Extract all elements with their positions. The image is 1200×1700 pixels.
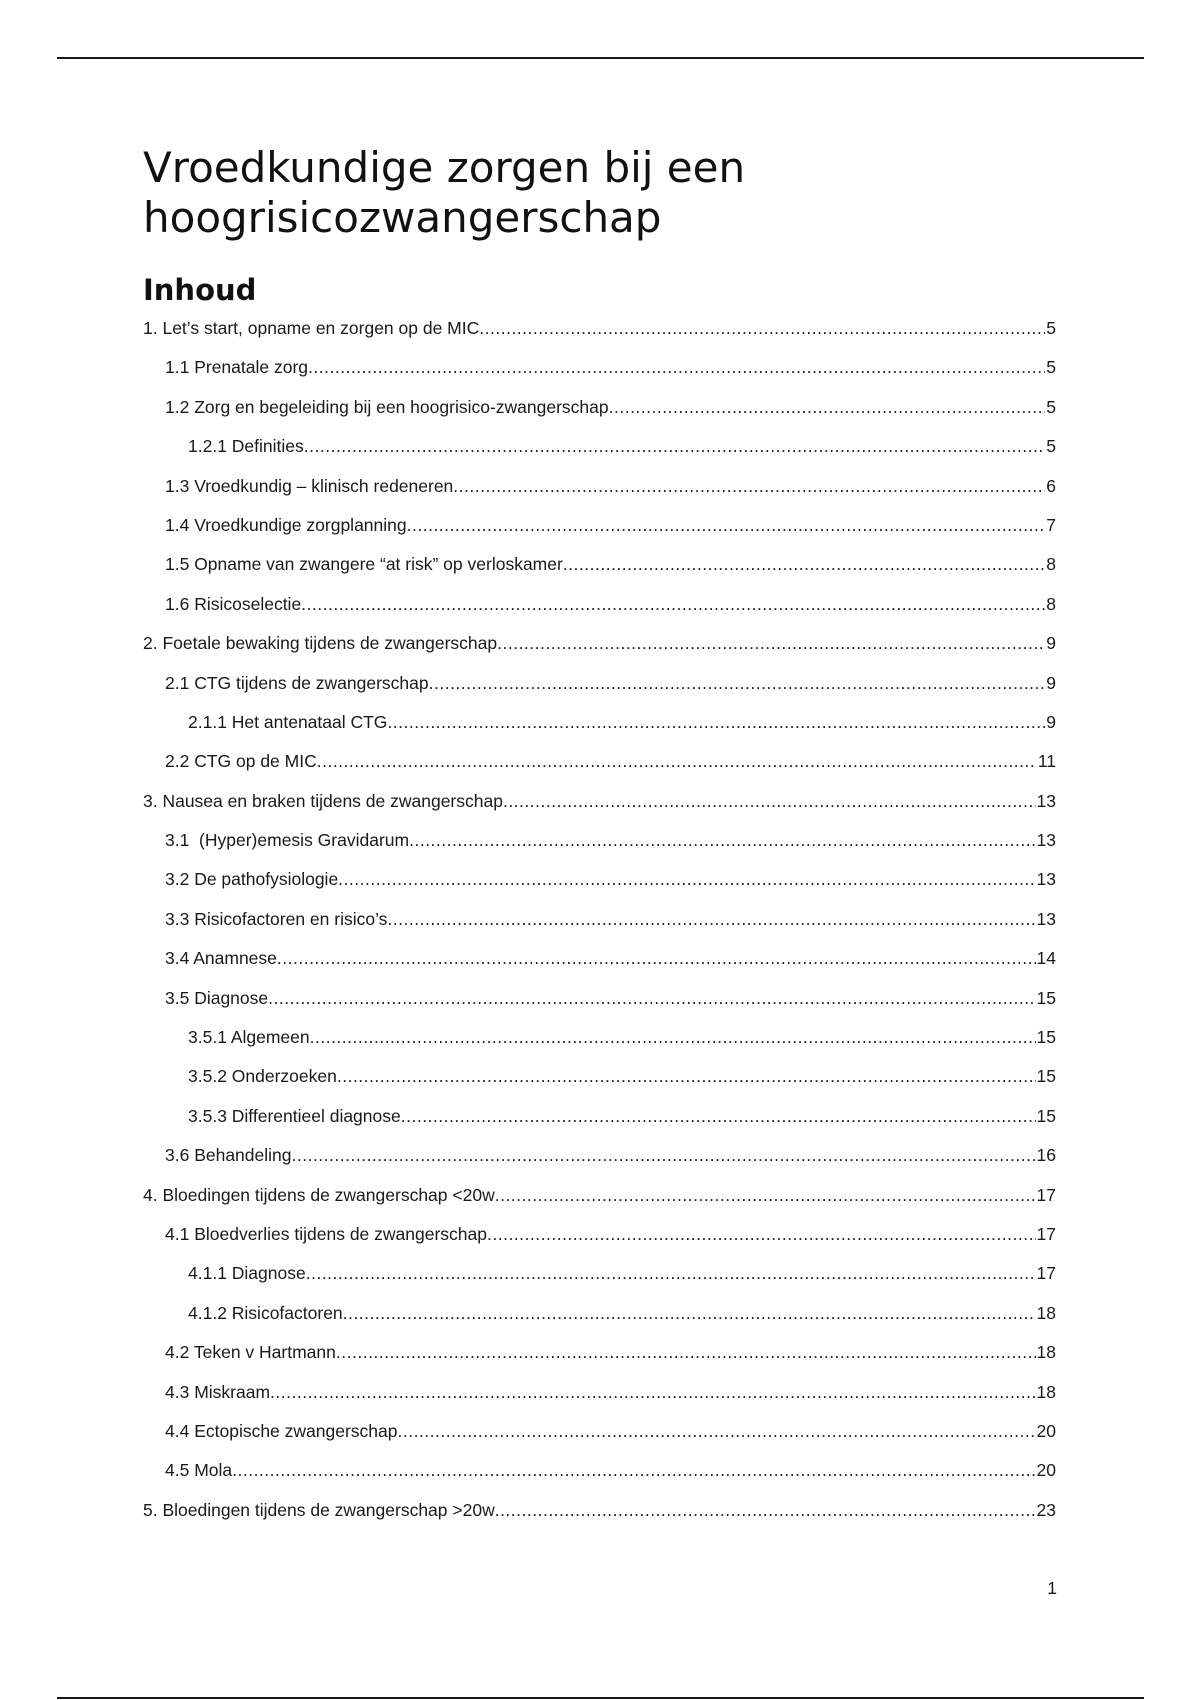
toc-dot-leader xyxy=(338,869,1035,890)
toc-entry-page: 5 xyxy=(1046,357,1056,378)
toc-dot-leader xyxy=(453,476,1045,497)
toc-entry-title: 2. Foetale bewaking tijdens de zwangerschap xyxy=(143,633,498,654)
toc-entry-page: 9 xyxy=(1046,633,1056,654)
toc-dot-leader xyxy=(503,791,1036,812)
toc-dot-leader xyxy=(277,948,1036,969)
toc-entry[interactable] xyxy=(143,1185,1056,1224)
toc-entry-title: 3.2 De pathofysiologie xyxy=(165,869,339,890)
toc-dot-leader xyxy=(268,988,1035,1009)
toc-dot-leader xyxy=(407,515,1046,536)
toc-dot-leader xyxy=(495,1500,1036,1521)
toc-entry[interactable] xyxy=(143,869,1056,908)
toc-entry-page: 18 xyxy=(1036,1342,1056,1363)
toc-entry[interactable] xyxy=(143,1066,1056,1105)
toc-entry[interactable] xyxy=(143,554,1056,593)
toc-entry-page: 20 xyxy=(1036,1460,1056,1481)
toc-entry-title: 1.3 Vroedkundig – klinisch redeneren xyxy=(165,475,454,496)
toc-entry-page: 18 xyxy=(1036,1381,1056,1402)
toc-entry-title: 1.2 Zorg en begeleiding bij een hoogrisico-zwangerschap xyxy=(165,396,609,417)
toc-entry-page: 5 xyxy=(1046,318,1056,338)
toc-entry-page: 9 xyxy=(1046,711,1056,732)
toc-entry-page: 8 xyxy=(1046,554,1056,575)
toc-entry-page: 17 xyxy=(1036,1263,1056,1284)
toc-dot-leader xyxy=(387,712,1045,733)
toc-dot-leader xyxy=(401,1106,1036,1127)
page-number: 1 xyxy=(1047,1578,1057,1598)
toc-entry-title: 5. Bloedingen tijdens de zwangerschap >20w xyxy=(143,1499,495,1520)
table-of-contents xyxy=(143,318,1056,1539)
toc-dot-leader xyxy=(308,357,1045,378)
toc-entry-page: 16 xyxy=(1036,1145,1056,1166)
toc-entry-title: 4.4 Ectopische zwangerschap xyxy=(165,1420,398,1441)
toc-entry-page: 14 xyxy=(1036,948,1056,969)
toc-entry[interactable] xyxy=(143,1460,1056,1499)
toc-entry[interactable] xyxy=(143,1382,1056,1421)
toc-dot-leader xyxy=(487,1224,1036,1245)
toc-entry-title: 3.4 Anamnese xyxy=(165,948,277,969)
toc-dot-leader xyxy=(337,1066,1036,1087)
toc-entry[interactable] xyxy=(143,476,1056,515)
toc-dot-leader xyxy=(343,1303,1036,1324)
toc-entry-title: 3.3 Risicofactoren en risico’s xyxy=(165,908,388,929)
toc-entry-page: 13 xyxy=(1036,869,1056,890)
toc-entry-title: 1.4 Vroedkundige zorgplanning xyxy=(165,514,407,535)
toc-entry[interactable] xyxy=(143,515,1056,554)
toc-entry-title: 3.1 (Hyper)emesis Gravidarum xyxy=(165,830,410,851)
toc-entry-title: 4.3 Miskraam xyxy=(165,1381,271,1402)
toc-entry[interactable] xyxy=(143,1027,1056,1066)
toc-entry-page: 5 xyxy=(1046,436,1056,457)
toc-entry[interactable] xyxy=(143,751,1056,790)
toc-entry-page: 15 xyxy=(1036,987,1056,1008)
toc-dot-leader xyxy=(409,830,1035,851)
toc-entry[interactable] xyxy=(143,318,1056,357)
toc-entry-title: 1.5 Opname van zwangere “at risk” op verloskamer xyxy=(165,554,563,575)
toc-entry[interactable] xyxy=(143,791,1056,830)
toc-entry[interactable] xyxy=(143,673,1056,712)
document-title: Vroedkundige zorgen bij een hoogrisicozwangerschap xyxy=(143,143,746,242)
toc-entry-title: 4. Bloedingen tijdens de zwangerschap <20w xyxy=(143,1184,495,1205)
toc-entry[interactable] xyxy=(143,1421,1056,1460)
toc-dot-leader xyxy=(429,673,1046,694)
toc-entry-title: 3.5.2 Onderzoeken xyxy=(188,1066,337,1087)
toc-entry-title: 1. Let’s start, opname en zorgen op de MIC xyxy=(143,318,480,338)
toc-entry-title: 3.5.3 Differentieel diagnose xyxy=(188,1105,401,1126)
toc-entry[interactable] xyxy=(143,594,1056,633)
toc-entry-page: 13 xyxy=(1036,830,1056,851)
toc-entry[interactable] xyxy=(143,397,1056,436)
toc-entry-title: 2.2 CTG op de MIC xyxy=(165,751,317,772)
toc-entry-page: 9 xyxy=(1046,672,1056,693)
toc-entry-title: 4.5 Mola xyxy=(165,1460,233,1481)
toc-entry-page: 6 xyxy=(1046,475,1056,496)
toc-dot-leader xyxy=(292,1145,1036,1166)
toc-entry-page: 15 xyxy=(1036,1105,1056,1126)
toc-entry-page: 15 xyxy=(1036,1027,1056,1048)
toc-entry-title: 3.6 Behandeling xyxy=(165,1145,292,1166)
toc-entry-title: 4.1 Bloedverlies tijdens de zwangerschap xyxy=(165,1223,487,1244)
toc-entry-title: 3. Nausea en braken tijdens de zwangerschap xyxy=(143,790,503,811)
toc-entry-page: 13 xyxy=(1036,908,1056,929)
toc-entry[interactable] xyxy=(143,633,1056,672)
toc-entry-page: 7 xyxy=(1046,514,1056,535)
toc-entry-page: 13 xyxy=(1036,790,1056,811)
toc-entry-page: 5 xyxy=(1046,396,1056,417)
toc-entry-page: 15 xyxy=(1036,1066,1056,1087)
toc-entry[interactable] xyxy=(143,909,1056,948)
toc-entry[interactable] xyxy=(143,1263,1056,1302)
toc-entry-page: 23 xyxy=(1036,1499,1056,1520)
toc-entry[interactable] xyxy=(143,436,1056,475)
toc-entry-title: 4.1.1 Diagnose xyxy=(188,1263,306,1284)
footer-rule xyxy=(57,1697,1144,1699)
toc-entry-page: 17 xyxy=(1036,1223,1056,1244)
toc-dot-leader xyxy=(304,436,1046,457)
toc-dot-leader xyxy=(497,633,1045,654)
toc-heading: Inhoud xyxy=(143,273,257,307)
toc-dot-leader xyxy=(387,909,1035,930)
toc-dot-leader xyxy=(336,1342,1036,1363)
toc-dot-leader xyxy=(270,1382,1036,1403)
toc-entry-page: 18 xyxy=(1036,1302,1056,1323)
toc-dot-leader xyxy=(609,397,1046,418)
toc-dot-leader xyxy=(495,1185,1036,1206)
toc-entry-title: 1.6 Risicoselectie xyxy=(165,593,302,614)
toc-entry-page: 20 xyxy=(1036,1420,1056,1441)
toc-entry[interactable] xyxy=(143,988,1056,1027)
header-rule xyxy=(57,57,1144,59)
toc-entry[interactable] xyxy=(143,1224,1056,1263)
toc-entry-title: 3.5.1 Algemeen xyxy=(188,1027,310,1048)
toc-dot-leader xyxy=(479,318,1045,339)
toc-entry-title: 1.1 Prenatale zorg xyxy=(165,357,309,378)
toc-entry[interactable] xyxy=(143,948,1056,987)
toc-entry[interactable] xyxy=(143,830,1056,869)
toc-entry-page: 11 xyxy=(1037,751,1056,772)
toc-dot-leader xyxy=(306,1263,1036,1284)
toc-dot-leader xyxy=(301,594,1045,615)
toc-entry-title: 2.1.1 Het antenataal CTG xyxy=(188,711,388,732)
toc-dot-leader xyxy=(232,1460,1035,1481)
toc-entry[interactable] xyxy=(143,1342,1056,1381)
toc-entry-page: 8 xyxy=(1046,593,1056,614)
toc-entry-title: 3.5 Diagnose xyxy=(165,987,269,1008)
toc-entry[interactable] xyxy=(143,1106,1056,1145)
toc-entry-title: 4.2 Teken v Hartmann xyxy=(165,1342,336,1363)
toc-entry-title: 2.1 CTG tijdens de zwangerschap xyxy=(165,672,429,693)
toc-entry[interactable] xyxy=(143,357,1056,396)
toc-dot-leader xyxy=(398,1421,1036,1442)
toc-entry[interactable] xyxy=(143,1303,1056,1342)
toc-dot-leader xyxy=(310,1027,1036,1048)
toc-dot-leader xyxy=(317,751,1037,772)
toc-entry-title: 1.2.1 Definities xyxy=(188,436,304,457)
toc-entry[interactable] xyxy=(143,1145,1056,1184)
toc-entry[interactable] xyxy=(143,712,1056,751)
toc-entry-title: 4.1.2 Risicofactoren xyxy=(188,1302,343,1323)
toc-entry-page: 17 xyxy=(1036,1184,1056,1205)
toc-entry[interactable] xyxy=(143,1500,1056,1539)
toc-dot-leader xyxy=(563,554,1045,575)
